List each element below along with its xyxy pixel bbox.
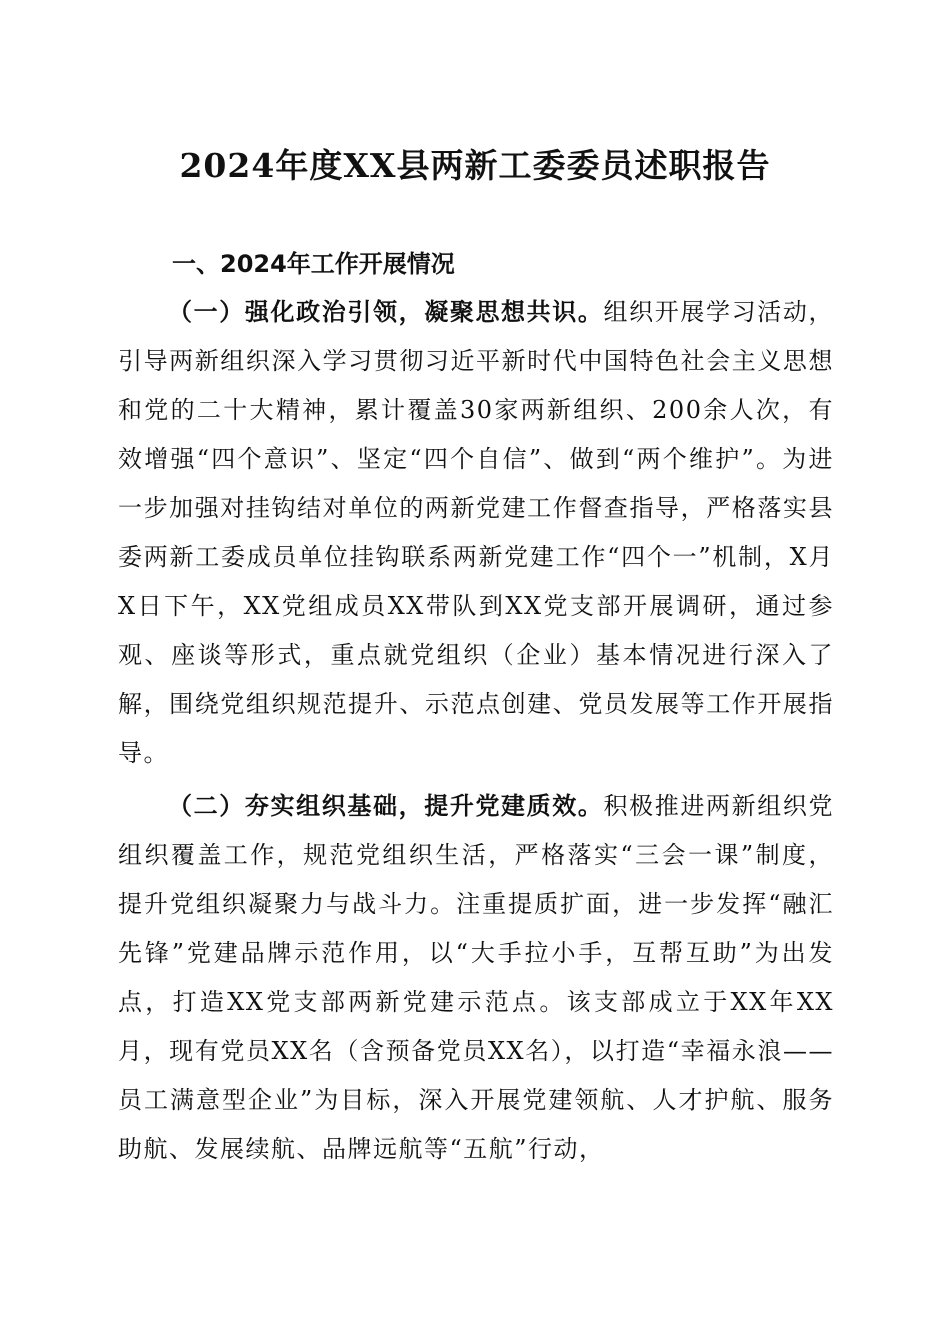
paragraph-1-lead: （一）强化政治引领，凝聚思想共识。 xyxy=(168,297,604,326)
section-heading: 一、2024年工作开展情况 xyxy=(172,250,455,278)
paragraph-2 xyxy=(118,781,834,1174)
paragraph-2-body: 积极推进两新组织党组织覆盖工作，规范党组织生活，严格落实“三会一课”制度，提升党组织凝聚力与战斗力。注重提质扩面，进一步发挥“融汇先锋”党建品牌示范作用，以“大手拉小手，互帮互助”为出发点，打造XX党支部两新党建示范点。该支部成立于XX年XX月，现有党员XX名（含预备党员XX名），以打造“幸福永浪——员工满意型企业”为目标，深入开展党建领航、人才护航、服务助航、发展续航、品牌远航等“五航”行动， xyxy=(118,792,835,1163)
paragraph-1-body: 组织开展学习活动，引导两新组织深入学习贯彻习近平新时代中国特色社会主义思想和党的二十大精神，累计覆盖30家两新组织、200余人次，有效增强“四个意识”、坚定“四个自信”、做到“两个维护”。为进一步加强对挂钩结对单位的两新党建工作督查指导，严格落实县委两新工委成员单位挂钩联系两新党建工作“四个一”机制，X月X日下午，XX党组成员XX带队到XX党支部开展调研，通过参观、座谈等形式，重点就党组织（企业）基本情况进行深入了解，围绕党组织规范提升、示范点创建、党员发展等工作开展指导。 xyxy=(118,298,835,767)
document-title: 2024年度XX县两新工委委员述职报告 xyxy=(179,146,771,185)
paragraph-1 xyxy=(118,287,834,778)
paragraph-2-lead: （二）夯实组织基础，提升党建质效。 xyxy=(168,791,604,820)
